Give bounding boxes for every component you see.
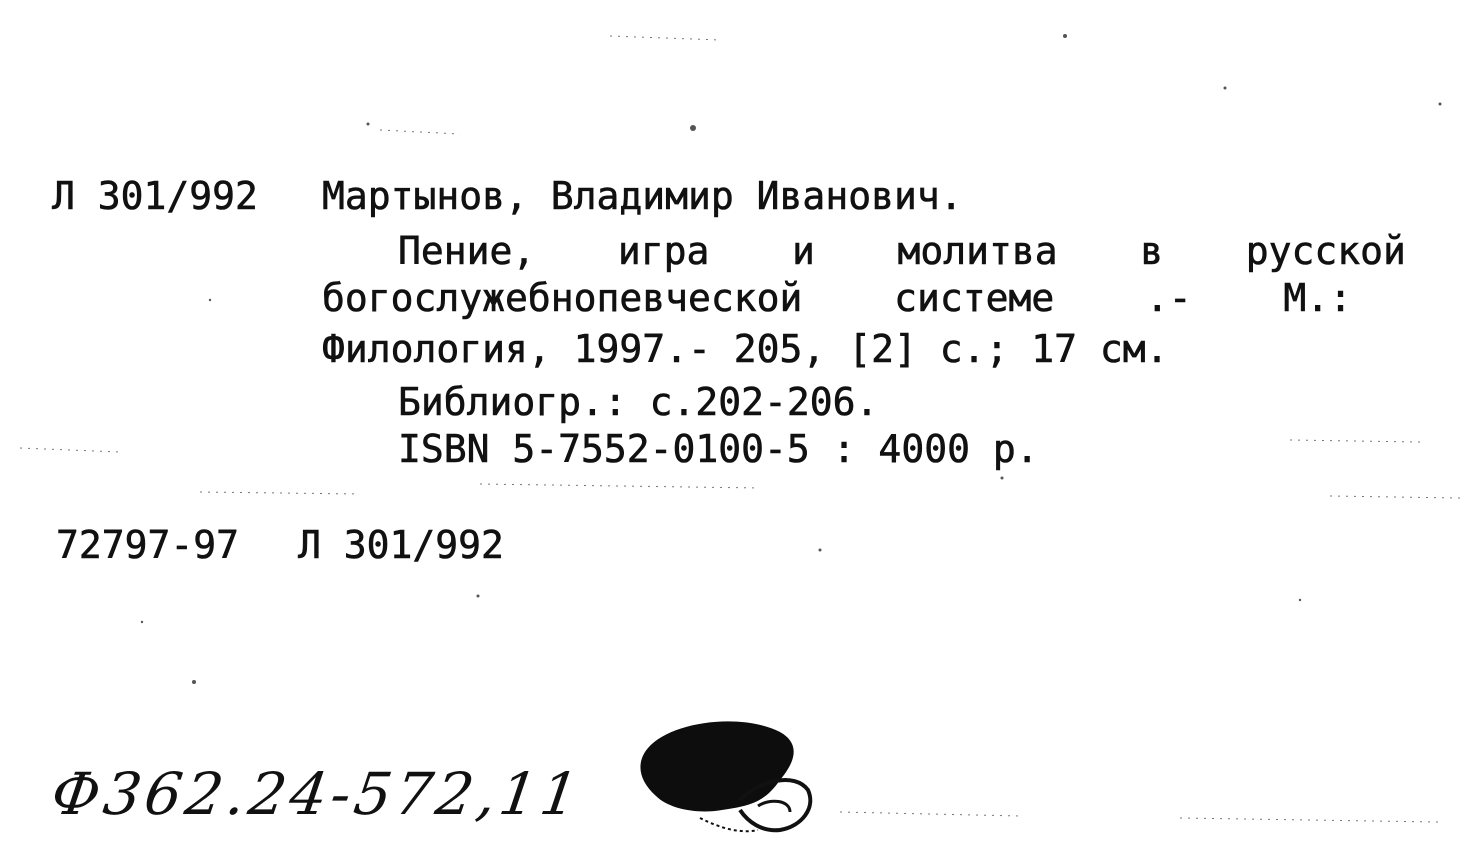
call-number: Л 301/992 — [52, 174, 258, 218]
title-word: системе — [894, 276, 1055, 320]
title-line-2 — [322, 276, 1352, 320]
bibliography-note: Библиогр.: с.202-206. — [398, 380, 879, 424]
ink-stamp-blot — [630, 710, 830, 840]
title-word: в — [1140, 229, 1164, 273]
handwritten-classification: Ф362.24-572,11 — [47, 760, 587, 828]
title-word: Пение, — [398, 229, 536, 273]
title-word: богослужебнопевческой — [322, 276, 803, 320]
imprint-line: Филология, 1997.- 205, [2] с.; 17 см. — [322, 327, 1169, 371]
call-number-bottom: Л 301/992 — [298, 523, 504, 567]
accession-number: 72797-97 — [56, 523, 240, 567]
author-heading: Мартынов, Владимир Иванович. — [322, 174, 963, 218]
title-word: игра — [617, 229, 710, 273]
isbn-price-line: ISBN 5-7552-0100-5 : 4000 р. — [398, 427, 1039, 471]
title-word: молитва — [897, 229, 1058, 273]
title-line-1 — [398, 229, 1406, 273]
title-word: и — [792, 229, 815, 273]
title-word: М.: — [1283, 276, 1352, 320]
title-word: русской — [1245, 229, 1406, 273]
title-word: .- — [1145, 276, 1192, 320]
